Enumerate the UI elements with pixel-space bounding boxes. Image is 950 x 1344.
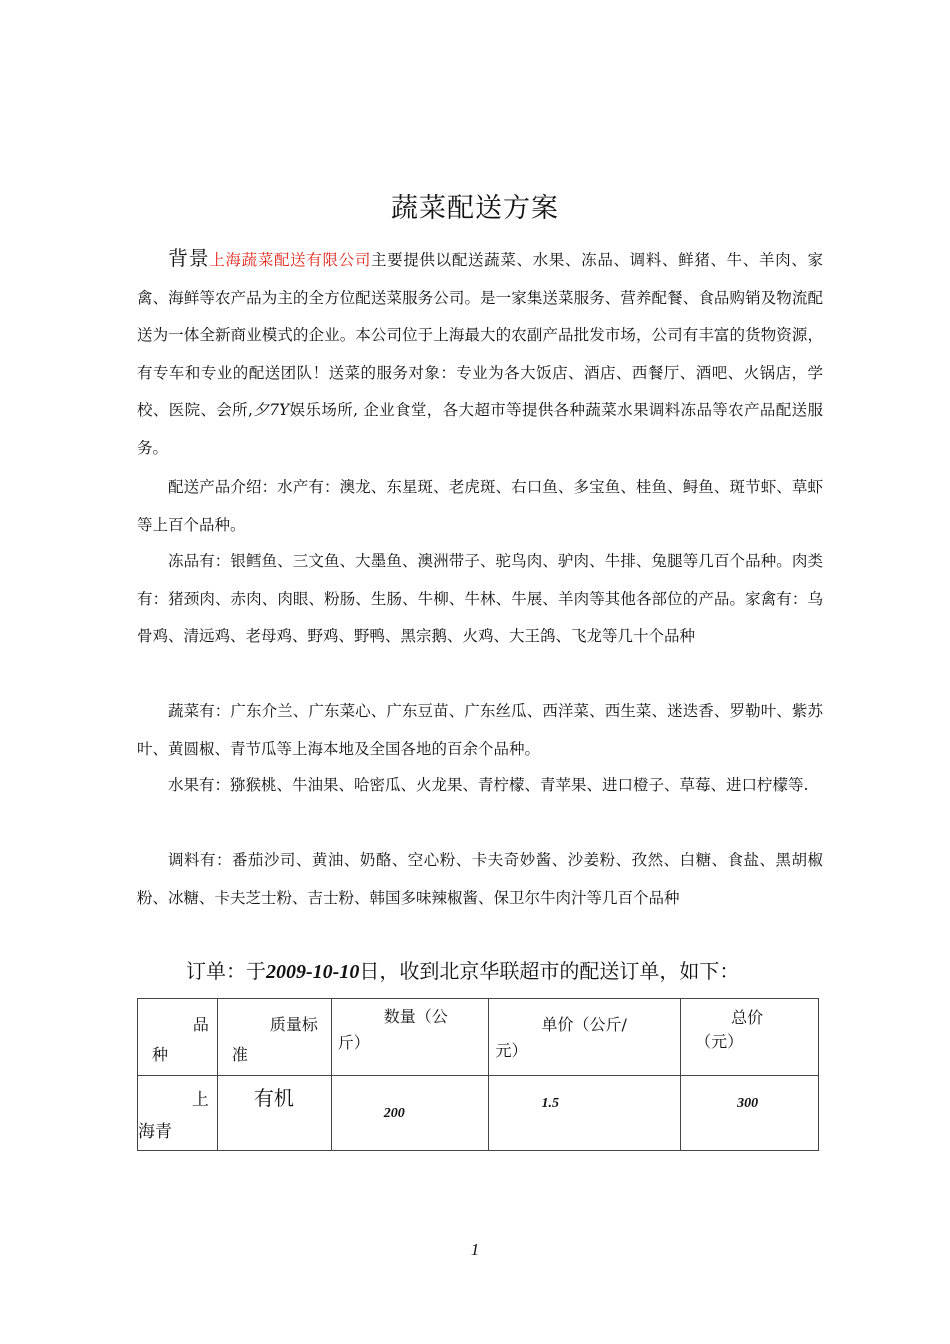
header-quantity-line2: 斤） [337, 1033, 370, 1052]
header-unit-price-line2: 元） [495, 1041, 528, 1060]
cell-total [681, 1076, 819, 1151]
cell-unit-price-value: 1.5 [541, 1096, 559, 1111]
page-number: 1 [470, 1240, 480, 1259]
background-paragraph [137, 240, 823, 467]
delivery-products-paragraph: 配送产品介绍：水产有：澳龙、东星斑、老虎斑、右口鱼、多宝鱼、桂鱼、鲟鱼、斑节虾、草虾等上百个品种。 [137, 478, 823, 534]
order-heading [186, 955, 739, 984]
order-suffix: 日，收到北京华联超市的配送订单，如下： [359, 959, 740, 983]
document-title: 蔬菜配送方案 [391, 193, 559, 224]
company-name: 上海蔬菜配送有限公司 [209, 251, 372, 269]
header-unit-price-line1: 单价（公斤/ [541, 1015, 627, 1034]
vegetables-paragraph: 蔬菜有：广东介兰、广东菜心、广东豆苗、广东丝瓜、西洋菜、西生菜、迷迭香、罗勒叶、紫苏叶、黄圆椒、青节瓜等上海本地及全国各地的百余个品种。 [137, 702, 823, 758]
cell-quantity [331, 1076, 489, 1151]
background-italic-text: 夕7Y [252, 401, 290, 419]
header-unit-price [489, 999, 681, 1076]
frozen-meat-poultry-paragraph: 冻品有：银鳕鱼、三文鱼、大墨鱼、澳洲带子、驼鸟肉、驴肉、牛排、兔腿等几百个品种。肉类有：猪颈肉、赤肉、肉眼、粉肠、生肠、牛柳、牛林、牛展、羊肉等其他各部位的产品。家禽有：乌骨鸡、清远鸡、老母鸡、野鸡、野鸭、黑宗鹅、火鸡、大王鸽、飞龙等几十个品种 [137, 552, 823, 645]
header-quality [217, 999, 331, 1076]
header-quantity-line1: 数量（公 [383, 1007, 448, 1026]
background-text-end: 娱乐场所, 企业食堂，各大超市等提供各种蔬菜水果调料冻品等农产品配送服务。 [137, 401, 823, 457]
order-table [137, 998, 819, 1151]
header-variety-line2: 种 [152, 1045, 169, 1064]
cell-variety-line2: 海青 [138, 1122, 172, 1142]
order-date: 2009-10-10 [266, 961, 360, 983]
order-table-row [138, 1076, 819, 1151]
header-total-line1: 总价 [731, 1008, 764, 1027]
header-variety-line1: 品 [192, 1015, 209, 1034]
order-table-header-row [138, 999, 819, 1076]
header-quantity [331, 999, 489, 1076]
order-prefix: 订单：于 [186, 959, 266, 983]
seasoning-paragraph: 调料有：番茄沙司、黄油、奶酪、空心粉、卡夫奇妙酱、沙姜粉、孜然、白糖、食盐、黑胡椒粉、冰糖、卡夫芝士粉、吉士粉、韩国多味辣椒酱、保卫尔牛肉汁等几百个品种 [137, 851, 823, 907]
cell-quality [217, 1076, 331, 1151]
background-text: 主要提供以配送蔬菜、水果、冻品、调料、鲜猪、牛、羊肉、家禽、海鲜等农产品为主的全方位配送菜服务公司。是一家集送菜服务、营养配餐、食品购销及物流配送为一体全新商业模式的企业。本公司位于上海最大的农副产品批发市场，公司有丰富的货物资源，有专车和专业的配送团队！送菜的服务对象：专业为各大饭店、酒店、西餐厅、酒吧、火锅店，学校、医院、会所, [137, 251, 823, 419]
header-quality-line1: 质量标 [269, 1015, 318, 1034]
fruit-paragraph: 水果有：猕猴桃、牛油果、哈密瓜、火龙果、青柠檬、青苹果、进口橙子、草莓、进口柠檬等. [168, 776, 809, 794]
header-total-line2: （元） [695, 1032, 744, 1051]
background-lead: 背景 [168, 246, 210, 270]
cell-variety [138, 1076, 218, 1151]
cell-unit-price [489, 1076, 681, 1151]
cell-quality-value: 有机 [253, 1086, 294, 1110]
header-quality-line2: 准 [231, 1045, 248, 1064]
cell-total-value: 300 [737, 1096, 759, 1111]
header-variety [138, 999, 218, 1076]
cell-variety-line1: 上 [191, 1090, 209, 1110]
cell-quantity-value: 200 [383, 1106, 405, 1121]
header-total [681, 999, 819, 1076]
